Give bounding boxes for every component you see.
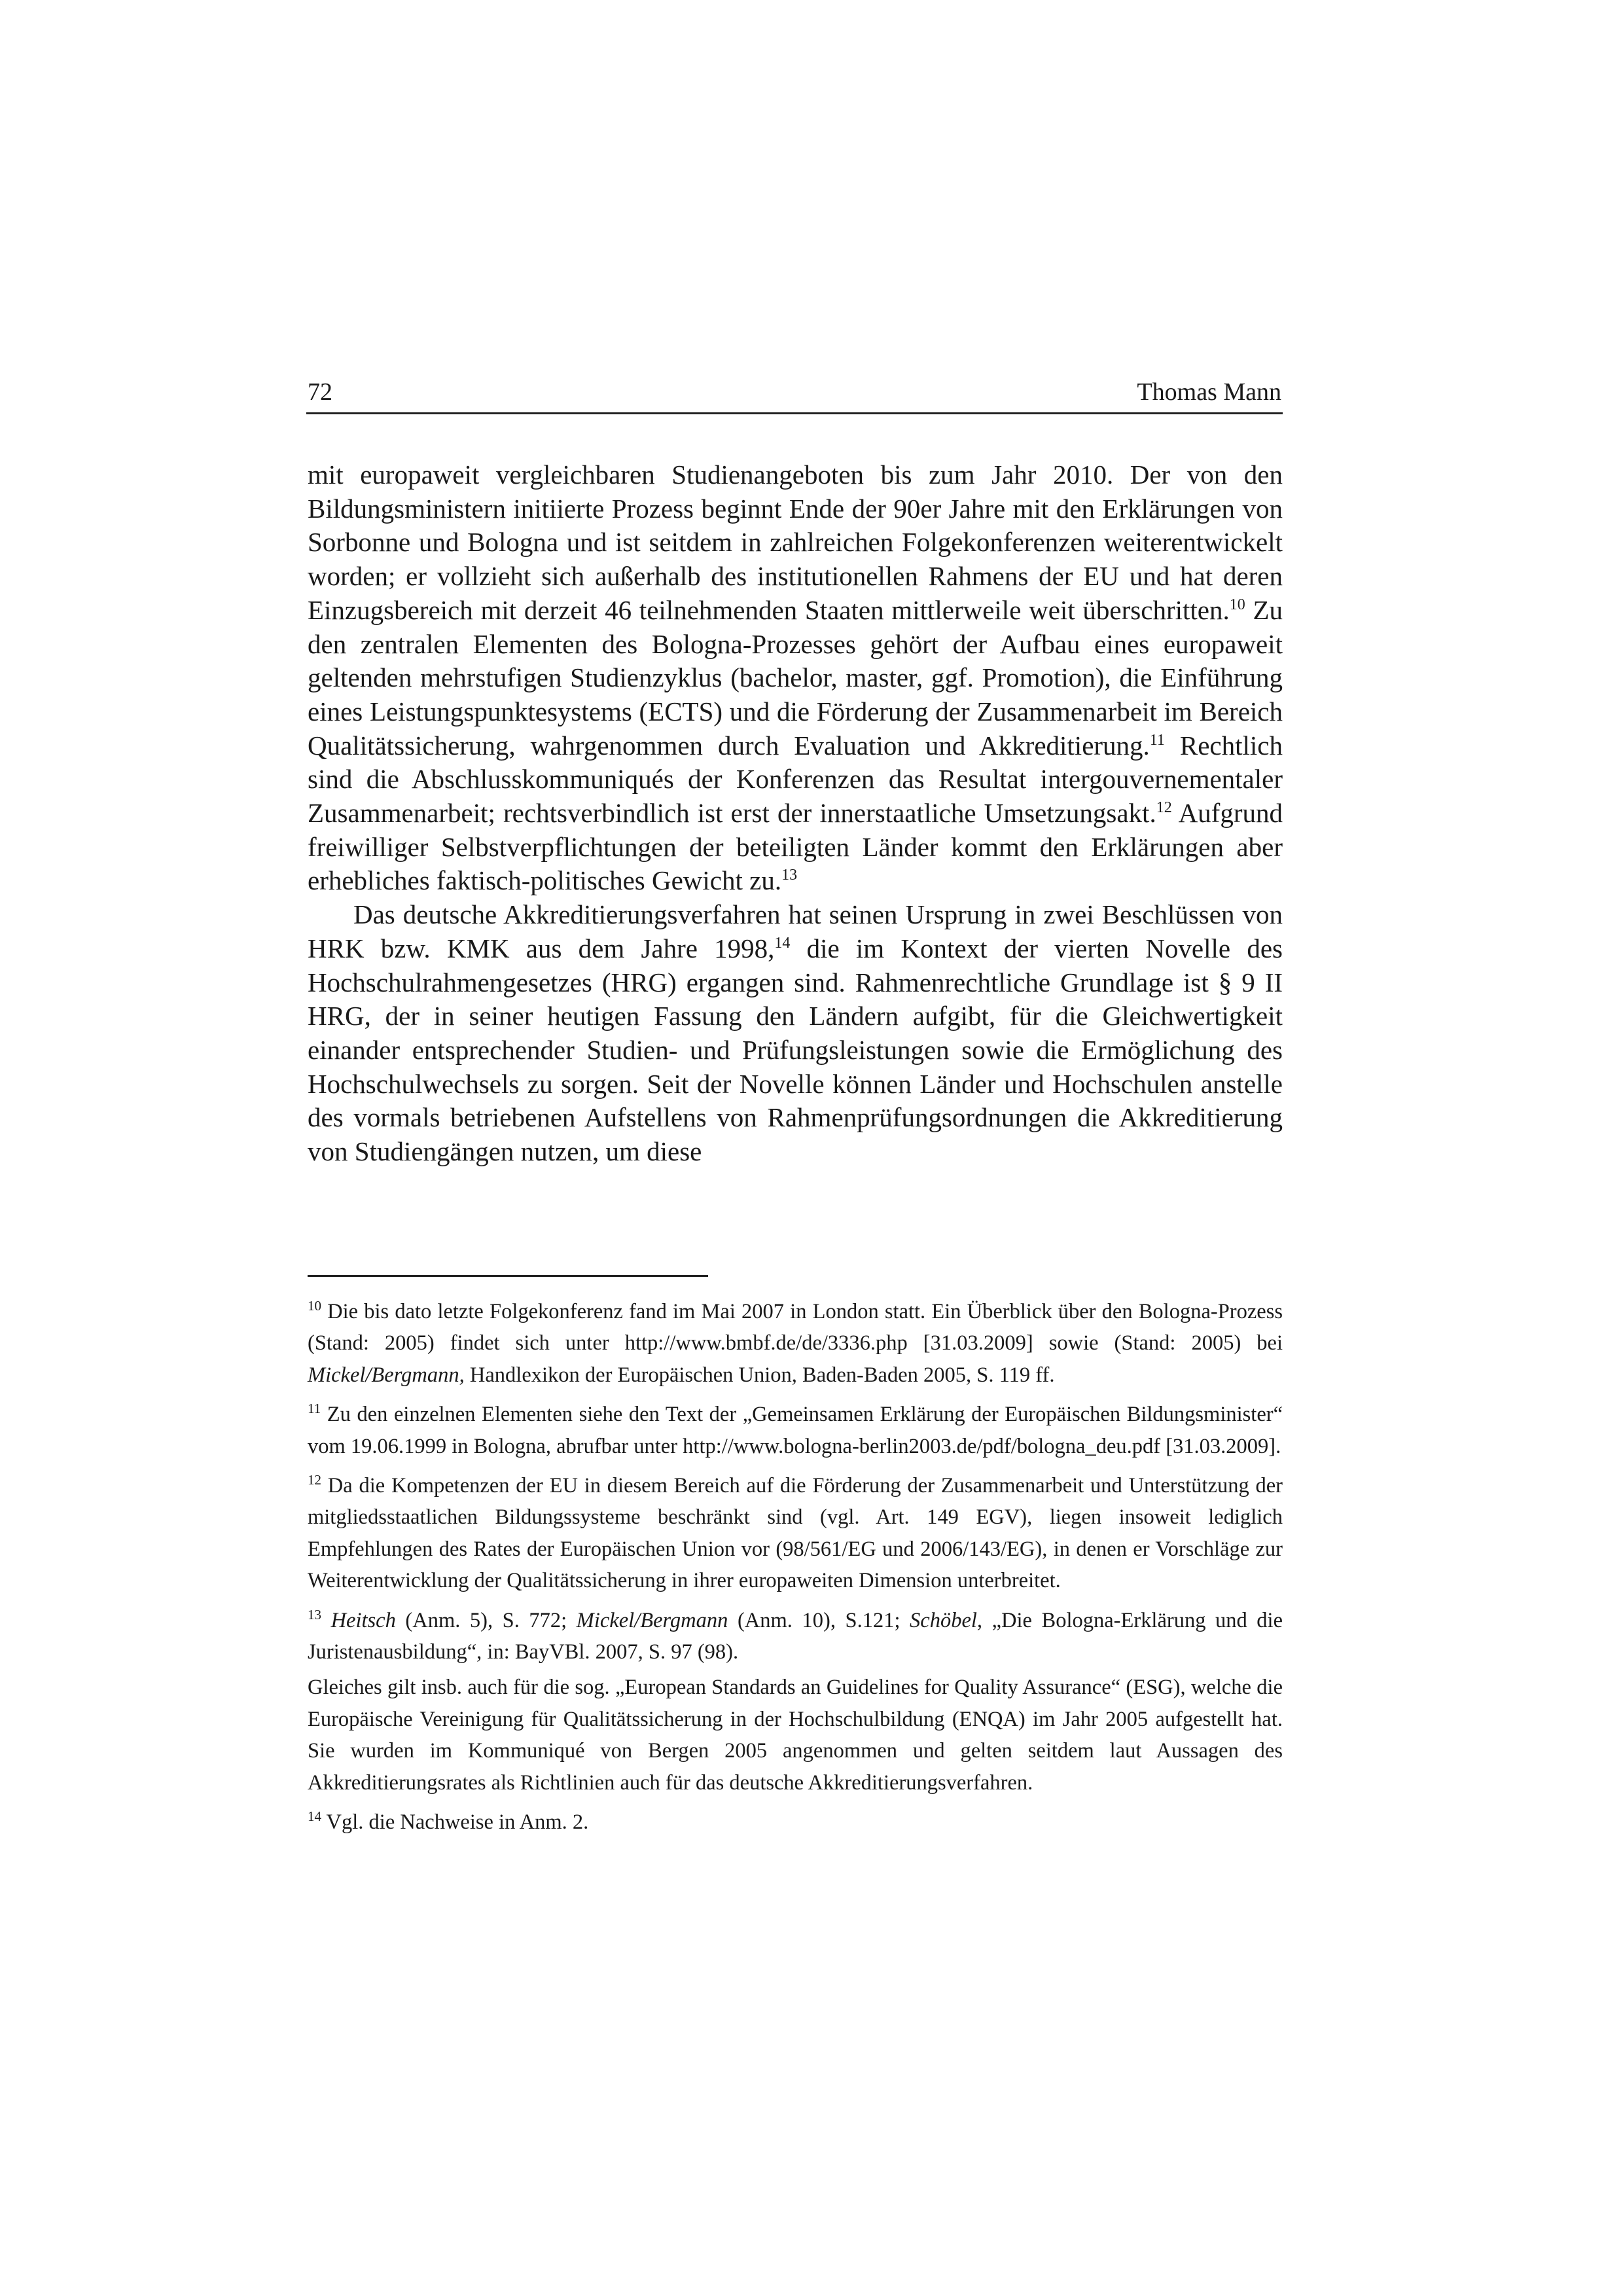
paragraph-text: Rechtlich sind die Abschlusskommuniqués der Konferenzen das Resultat intergouvernementaler Zusammenarbeit; rechtsverbindlich ist erst der innerstaatliche Umsetzungsakt. [308, 730, 1283, 829]
main-text [308, 458, 1283, 1169]
footnote-text: (Anm. 10), S.121; [728, 1608, 910, 1632]
footnote-author: Mickel/Bergmann, [308, 1363, 465, 1387]
paragraph-text: die im Kontext der vierten Novelle des Hochschulrahmengesetzes (HRG) ergangen sind. Rahmenrechtliche Grundlage ist § 9 II HRG, der in seiner heutigen Fassung den Ländern aufgibt, für die Gleichwertigkeit einander entsprechender Studien- und Prüfungsleistungen sowie die Ermöglichung des Hochschulwechsels zu sorgen. Seit der Novelle können Länder und Hochschulen anstelle des vormals betriebenen Aufstellens von Rahmenprüfungsordnungen die Akkreditierung von Studiengängen nutzen, um diese [308, 933, 1283, 1167]
page-number: 72 [308, 378, 332, 406]
paragraph-text: mit europaweit vergleichbaren Studienangeboten bis zum Jahr 2010. Der von den Bildungsministern initiierte Prozess beginnt Ende der 90er Jahre mit den Erklärungen von Sorbonne und Bologna und ist seitdem in zahlreichen Folgekonferenzen weiterentwickelt worden; er vollzieht sich außerhalb des institutionellen Rahmens der EU und hat deren Einzugsbereich mit derzeit 46 teilnehmenden Staaten mittlerweile weit überschritten. [308, 459, 1283, 625]
footnote-12 [308, 1470, 1283, 1597]
paragraph-text: Aufgrund freiwilliger Selbstverpflichtungen der beteiligten Länder kommt den Erklärungen aber erhebliches faktisch-politisches Gewicht zu. [308, 798, 1283, 896]
footnote-13 [308, 1605, 1283, 1668]
running-head-author: Thomas Mann [1137, 378, 1281, 406]
footnote-author: Schöbel, [910, 1608, 983, 1632]
footnote-number: 11 [308, 1401, 321, 1417]
footnote-ref-10[interactable]: 10 [1229, 596, 1245, 613]
footnote-14 [308, 1806, 1283, 1838]
footnote-text: Handlexikon der Europäischen Union, Baden-Baden 2005, S. 119 ff. [464, 1363, 1055, 1387]
paragraph-2 [308, 898, 1283, 1169]
footnote-ref-13[interactable]: 13 [781, 867, 798, 884]
running-header [306, 372, 1283, 414]
footnote-text: Da die Kompetenzen der EU in diesem Bereich auf die Förderung der Zusammenarbeit und Unterstützung der mitgliedsstaatlichen Bildungssysteme beschränkt sind (vgl. Art. 149 EGV), liegen insoweit lediglich Empfehlungen des Rates der Europäischen Union vor (98/561/EG und 2006/143/EG), in denen er Vorschläge zur Weiterentwicklung der Qualitätssicherung in ihrer europaweiten Dimension unterbreitet. [308, 1474, 1283, 1593]
footnote-number: 14 [308, 1808, 321, 1825]
footnote-10 [308, 1296, 1283, 1391]
footnote-number: 13 [308, 1606, 321, 1623]
footnotes [308, 1296, 1283, 1846]
footnote-text: Die bis dato letzte Folgekonferenz fand im Mai 2007 in London statt. Ein Überblick über den Bologna-Prozess (Stand: 2005) findet sich unter http://www.bmbf.de/de/3336.php [31.03.2009] sowie (Stand: 2005) bei [308, 1300, 1283, 1355]
footnote-number: 12 [308, 1472, 321, 1488]
footnote-text: Zu den einzelnen Elementen siehe den Text der „Gemeinsamen Erklärung der Europäischen Bildungsminister“ vom 19.06.1999 in Bologna, abrufbar unter http://www.bologna-berlin2003.de/pdf/bologna_deu.pdf [31.03.2009]. [308, 1403, 1283, 1458]
paragraph-1 [308, 458, 1283, 898]
footnote-author: Heitsch [330, 1608, 396, 1632]
footnote-text: Vgl. die Nachweise in Anm. 2. [321, 1810, 589, 1835]
paragraph-text: Das deutsche Akkreditierungsverfahren hat seinen Ursprung in zwei Beschlüssen von HRK bzw. KMK aus dem Jahre 1998, [308, 899, 1283, 963]
footnote-text: „Die Bologna-Erklärung und die Juristenausbildung“, in: BayVBl. 2007, S. 97 (98). [308, 1608, 1283, 1664]
footnote-11 [308, 1399, 1283, 1462]
footnote-separator [308, 1275, 708, 1277]
footnote-ref-11[interactable]: 11 [1149, 731, 1165, 749]
footnote-text: (Anm. 5), S. 772; [395, 1608, 577, 1632]
footnote-ref-14[interactable]: 14 [774, 934, 791, 952]
footnote-author: Mickel/Bergmann [576, 1608, 728, 1632]
paragraph-text: Zu den zentralen Elementen des Bologna-Prozesses gehört der Aufbau eines europaweit geltenden mehrstufigen Studienzyklus (bachelor, master, ggf. Promotion), die Einführung eines Leistungspunktesystems (ECTS) und die Förderung der Zusammenarbeit im Bereich Qualitätssicherung, wahrgenommen durch Evaluation und Akkreditierung. [308, 594, 1283, 761]
footnote-number: 10 [308, 1298, 321, 1314]
footnote-ref-12[interactable]: 12 [1156, 799, 1172, 817]
footnote-13-continuation: Gleiches gilt insb. auch für die sog. „European Standards an Guidelines for Quality Assurance“ (ESG), welche die Europäische Vereinigung für Qualitätssicherung in der Hochschulbildung (ENQA) im Jahr 2005 aufgestellt hat. Sie wurden im Kommuniqué von Bergen 2005 angenommen und gelten seitdem laut Aussagen des Akkreditierungsrates als Richtlinien auch für das deutsche Akkreditierungsverfahren. [308, 1676, 1283, 1795]
